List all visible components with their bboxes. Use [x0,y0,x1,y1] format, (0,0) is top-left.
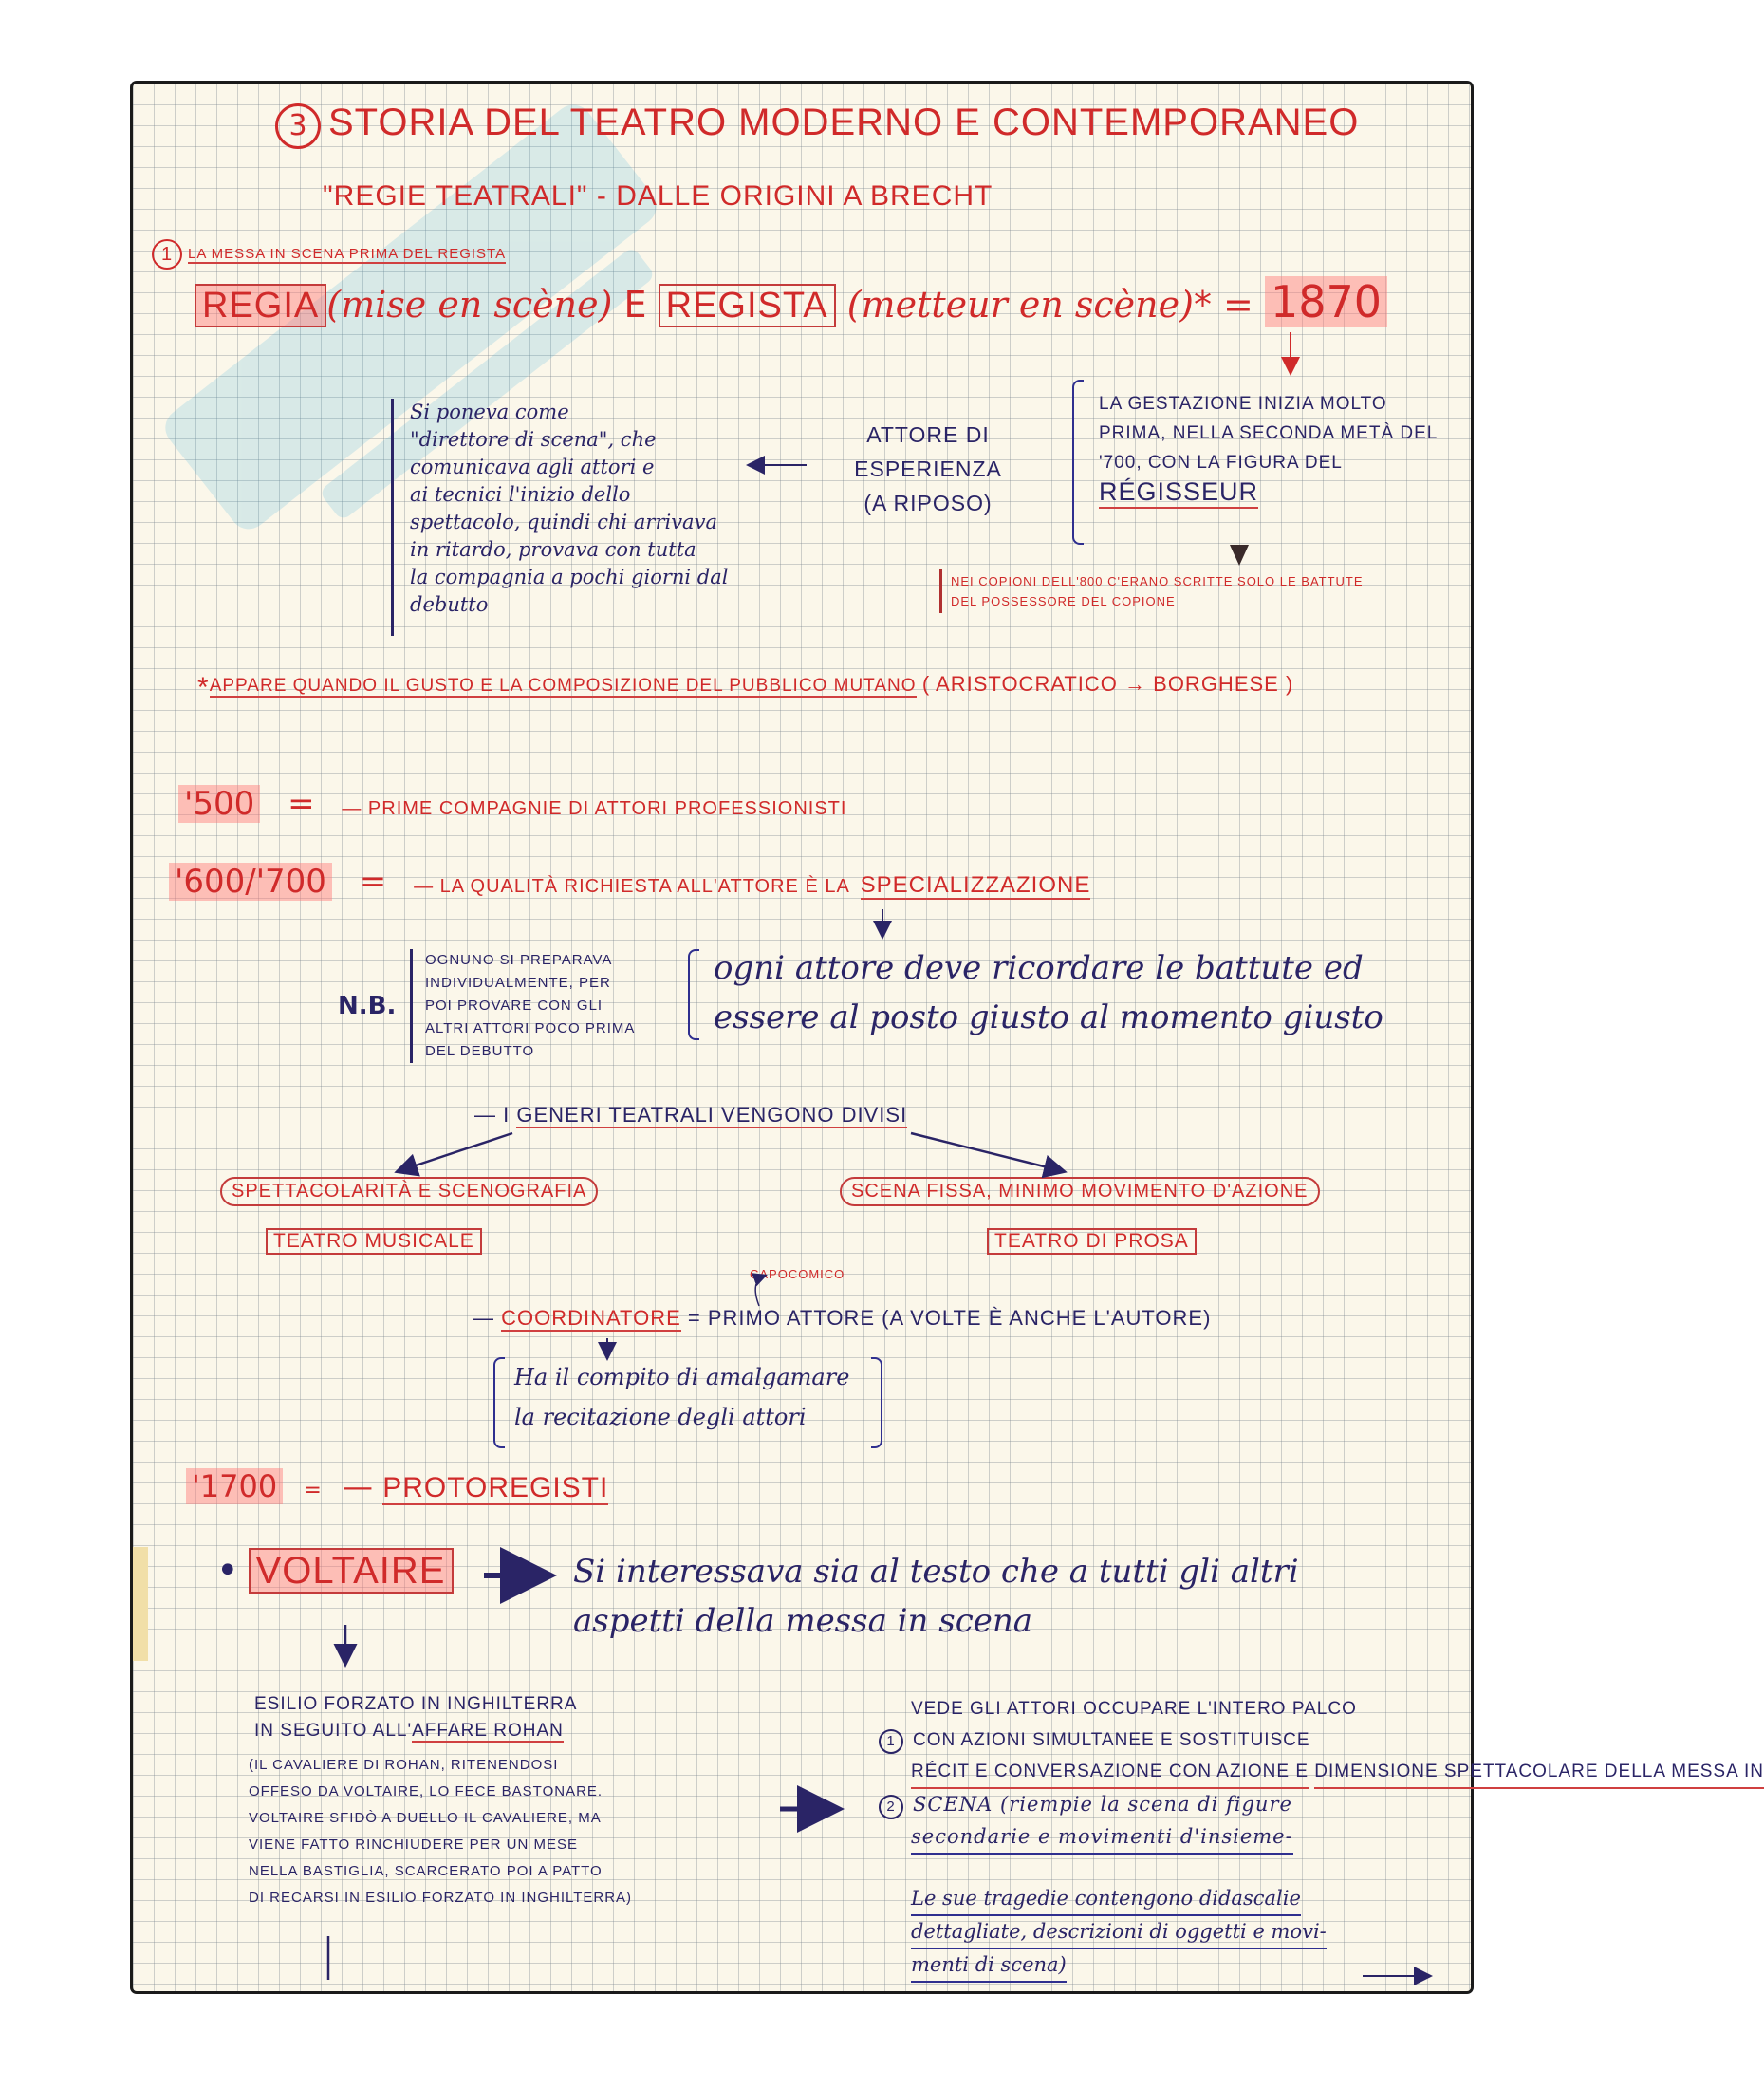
nb-note-line: OGNUNO SI PREPARAVA [425,952,613,968]
compito-line: Ha il compito di amalgamare [514,1364,850,1390]
point1-number: 1 [879,1729,903,1754]
compito-line: la recitazione degli attori [514,1404,807,1430]
esilio-body-line: OFFESO DA VOLTAIRE, LO FECE BASTONARE. [249,1783,603,1799]
cursive-line: ogni attore deve ricordare le battute ed [714,949,1364,987]
voltaire-term: VOLTAIRE [249,1548,454,1594]
generi-prefix: — I [474,1103,511,1127]
left-note-line: "direttore di scena", che [410,428,657,451]
regista-french: (metteur en scène) [846,284,1194,326]
esilio-body-line: VIENE FATTO RINCHIUDERE PER UN MESE [249,1836,578,1853]
point1-line: CON AZIONI SIMULTANEE E SOSTITUISCE [913,1730,1310,1750]
nb-note-line: POI PROVARE CON GLI [425,997,603,1014]
esilio-title-line: ESILIO FORZATO IN INGHILTERRA [254,1694,578,1714]
footnote-paren: ( ARISTOCRATICO → BORGHESE ) [921,672,1294,696]
bullet-dot-icon: • [216,1549,239,1593]
left-note-line: comunicava agli attori e [410,456,655,478]
point2-line: secondarie e movimenti d'insieme- [911,1821,1293,1855]
arrow-capocomico-icon [755,1276,765,1306]
section-number-badge: 3 [275,103,321,149]
copioni-line: DEL POSSESSORE DEL COPIONE [951,594,1176,608]
point2-line: SCENA (riempie la scena di figure [913,1793,1292,1816]
regia-french: (mise en scène) [326,284,613,326]
s700-eq: = [304,1479,322,1502]
left-note-line: debutto [410,593,489,616]
section1-heading: LA MESSA IN SCENA PRIMA DEL REGISTA [188,245,507,262]
point1-line: DIMENSIONE SPETTACOLARE DELLA MESSA IN [1314,1756,1764,1789]
voltaire-desc-line: aspetti della messa in scena [573,1602,1033,1640]
arrow-generi-right-icon [911,1133,1063,1171]
coord-dash: — [473,1306,494,1330]
year-500: '500 [178,785,260,823]
esilio-body-line: (IL CAVALIERE DI ROHAN, RITENENDOSI [249,1757,559,1773]
regista-term: REGISTA [659,284,836,327]
page-title: STORIA DEL TEATRO MODERNO E CONTEMPORANEO [328,102,1360,143]
nb-note-line: ALTRI ATTORI POCO PRIMA [425,1020,636,1036]
gestation-line: '700, CON LA FIGURA DEL [1099,453,1343,473]
esilio-title-line: IN SEGUITO ALL' [254,1721,413,1741]
actor-line: ESPERIENZA [854,457,1002,481]
gestation-line: PRIMA, NELLA SECONDA METÀ DEL [1099,423,1439,443]
nb-mark: N.B. [338,992,397,1020]
equals-star: * = [1193,284,1253,326]
teatro-prosa-box: TEATRO DI PROSA [987,1228,1197,1255]
arrow-generi-left-icon [399,1133,512,1171]
regisseur-term: RÉGISSEUR [1099,477,1258,509]
s700-dash: — [343,1468,374,1504]
actor-line: (A RIPOSO) [863,491,993,515]
year-1700: '1700 [186,1468,283,1504]
page-subtitle: "REGIE TEATRALI" - DALLE ORIGINI A BRECHT [323,180,993,212]
specializzazione-term: SPECIALIZZAZIONE [860,872,1091,898]
affare-rohan-term: AFFARE ROHAN [412,1721,564,1741]
left-note-line: Si poneva come [410,401,569,423]
year-1870: 1870 [1265,276,1387,327]
nb-note-line: INDIVIDUALMENTE, PER [425,975,611,991]
point1-line: RÉCIT E CONVERSAZIONE CON AZIONE E [911,1756,1309,1789]
teatro-musicale-box: TEATRO MUSICALE [266,1228,482,1255]
esilio-body-line: VOLTAIRE SFIDÒ A DUELLO IL CAVALIERE, MA [249,1810,602,1826]
left-note-line: ai tecnici l'inizio dello [410,483,631,506]
copioni-line: NEI COPIONI DELL'800 C'ERANO SCRITTE SOLO LE BATTUTE [951,574,1364,588]
s500-text: — PRIME COMPAGNIE DI ATTORI PROFESSIONISTI [342,798,847,819]
capocomico-note: CAPOCOMICO [750,1267,845,1281]
p2-cursive-line: menti di scena) [911,1949,1067,1983]
esilio-body-line: DI RECARSI IN ESILIO FORZATO IN INGHILTERRA) [249,1890,633,1906]
s600-eq: = [359,863,387,901]
e-conjunction: E [623,284,647,326]
s500-eq: = [288,785,315,823]
right-branch: SCENA FISSA, MINIMO MOVIMENTO D'AZIONE [840,1177,1320,1206]
regia-term: REGIA [195,284,326,327]
cursive-line: essere al posto giusto al momento giusto [714,998,1383,1036]
coord-rest: = PRIMO ATTORE (A VOLTE È ANCHE L'AUTORE) [687,1306,1212,1330]
arrow-regisseur-down-icon [1230,545,1249,566]
footnote-text: APPARE QUANDO IL GUSTO E LA COMPOSIZIONE DEL PUBBLICO MUTANO [209,676,917,696]
generi-text: GENERI TEATRALI VENGONO DIVISI [516,1103,908,1127]
p2-cursive-line: Le sue tragedie contengono didascalie [911,1883,1301,1916]
voltaire-desc-line: Si interessava sia al testo che a tutti gli altri [573,1553,1299,1591]
left-note-line: spettacolo, quindi chi arrivava [410,511,717,533]
left-branch: SPETTACOLARITÀ E SCENOGRAFIA [220,1177,598,1206]
p2-cursive-line: dettagliate, descrizioni di oggetti e movi- [911,1916,1327,1949]
section1-number: 1 [152,239,182,270]
left-note-line: in ritardo, provava con tutta [410,538,696,561]
left-note-line: la compagnia a pochi giorni dal [410,566,729,588]
vede-line: VEDE GLI ATTORI OCCUPARE L'INTERO PALCO [911,1699,1357,1719]
nb-note-line: DEL DEBUTTO [425,1043,535,1059]
year-600-700: '600/'700 [169,863,332,901]
actor-line: ATTORE DI [866,422,990,447]
s600-text: — LA QUALITÀ RICHIESTA ALL'ATTORE È LA [414,876,850,897]
coordinatore-term: COORDINATORE [501,1306,681,1330]
footnote-star: * [197,672,210,703]
gestation-line: LA GESTAZIONE INIZIA MOLTO [1099,394,1387,414]
protoregisti-term: PROTOREGISTI [382,1472,609,1503]
point2-number: 2 [879,1795,903,1819]
esilio-body-line: NELLA BASTIGLIA, SCARCERATO POI A PATTO [249,1863,603,1879]
